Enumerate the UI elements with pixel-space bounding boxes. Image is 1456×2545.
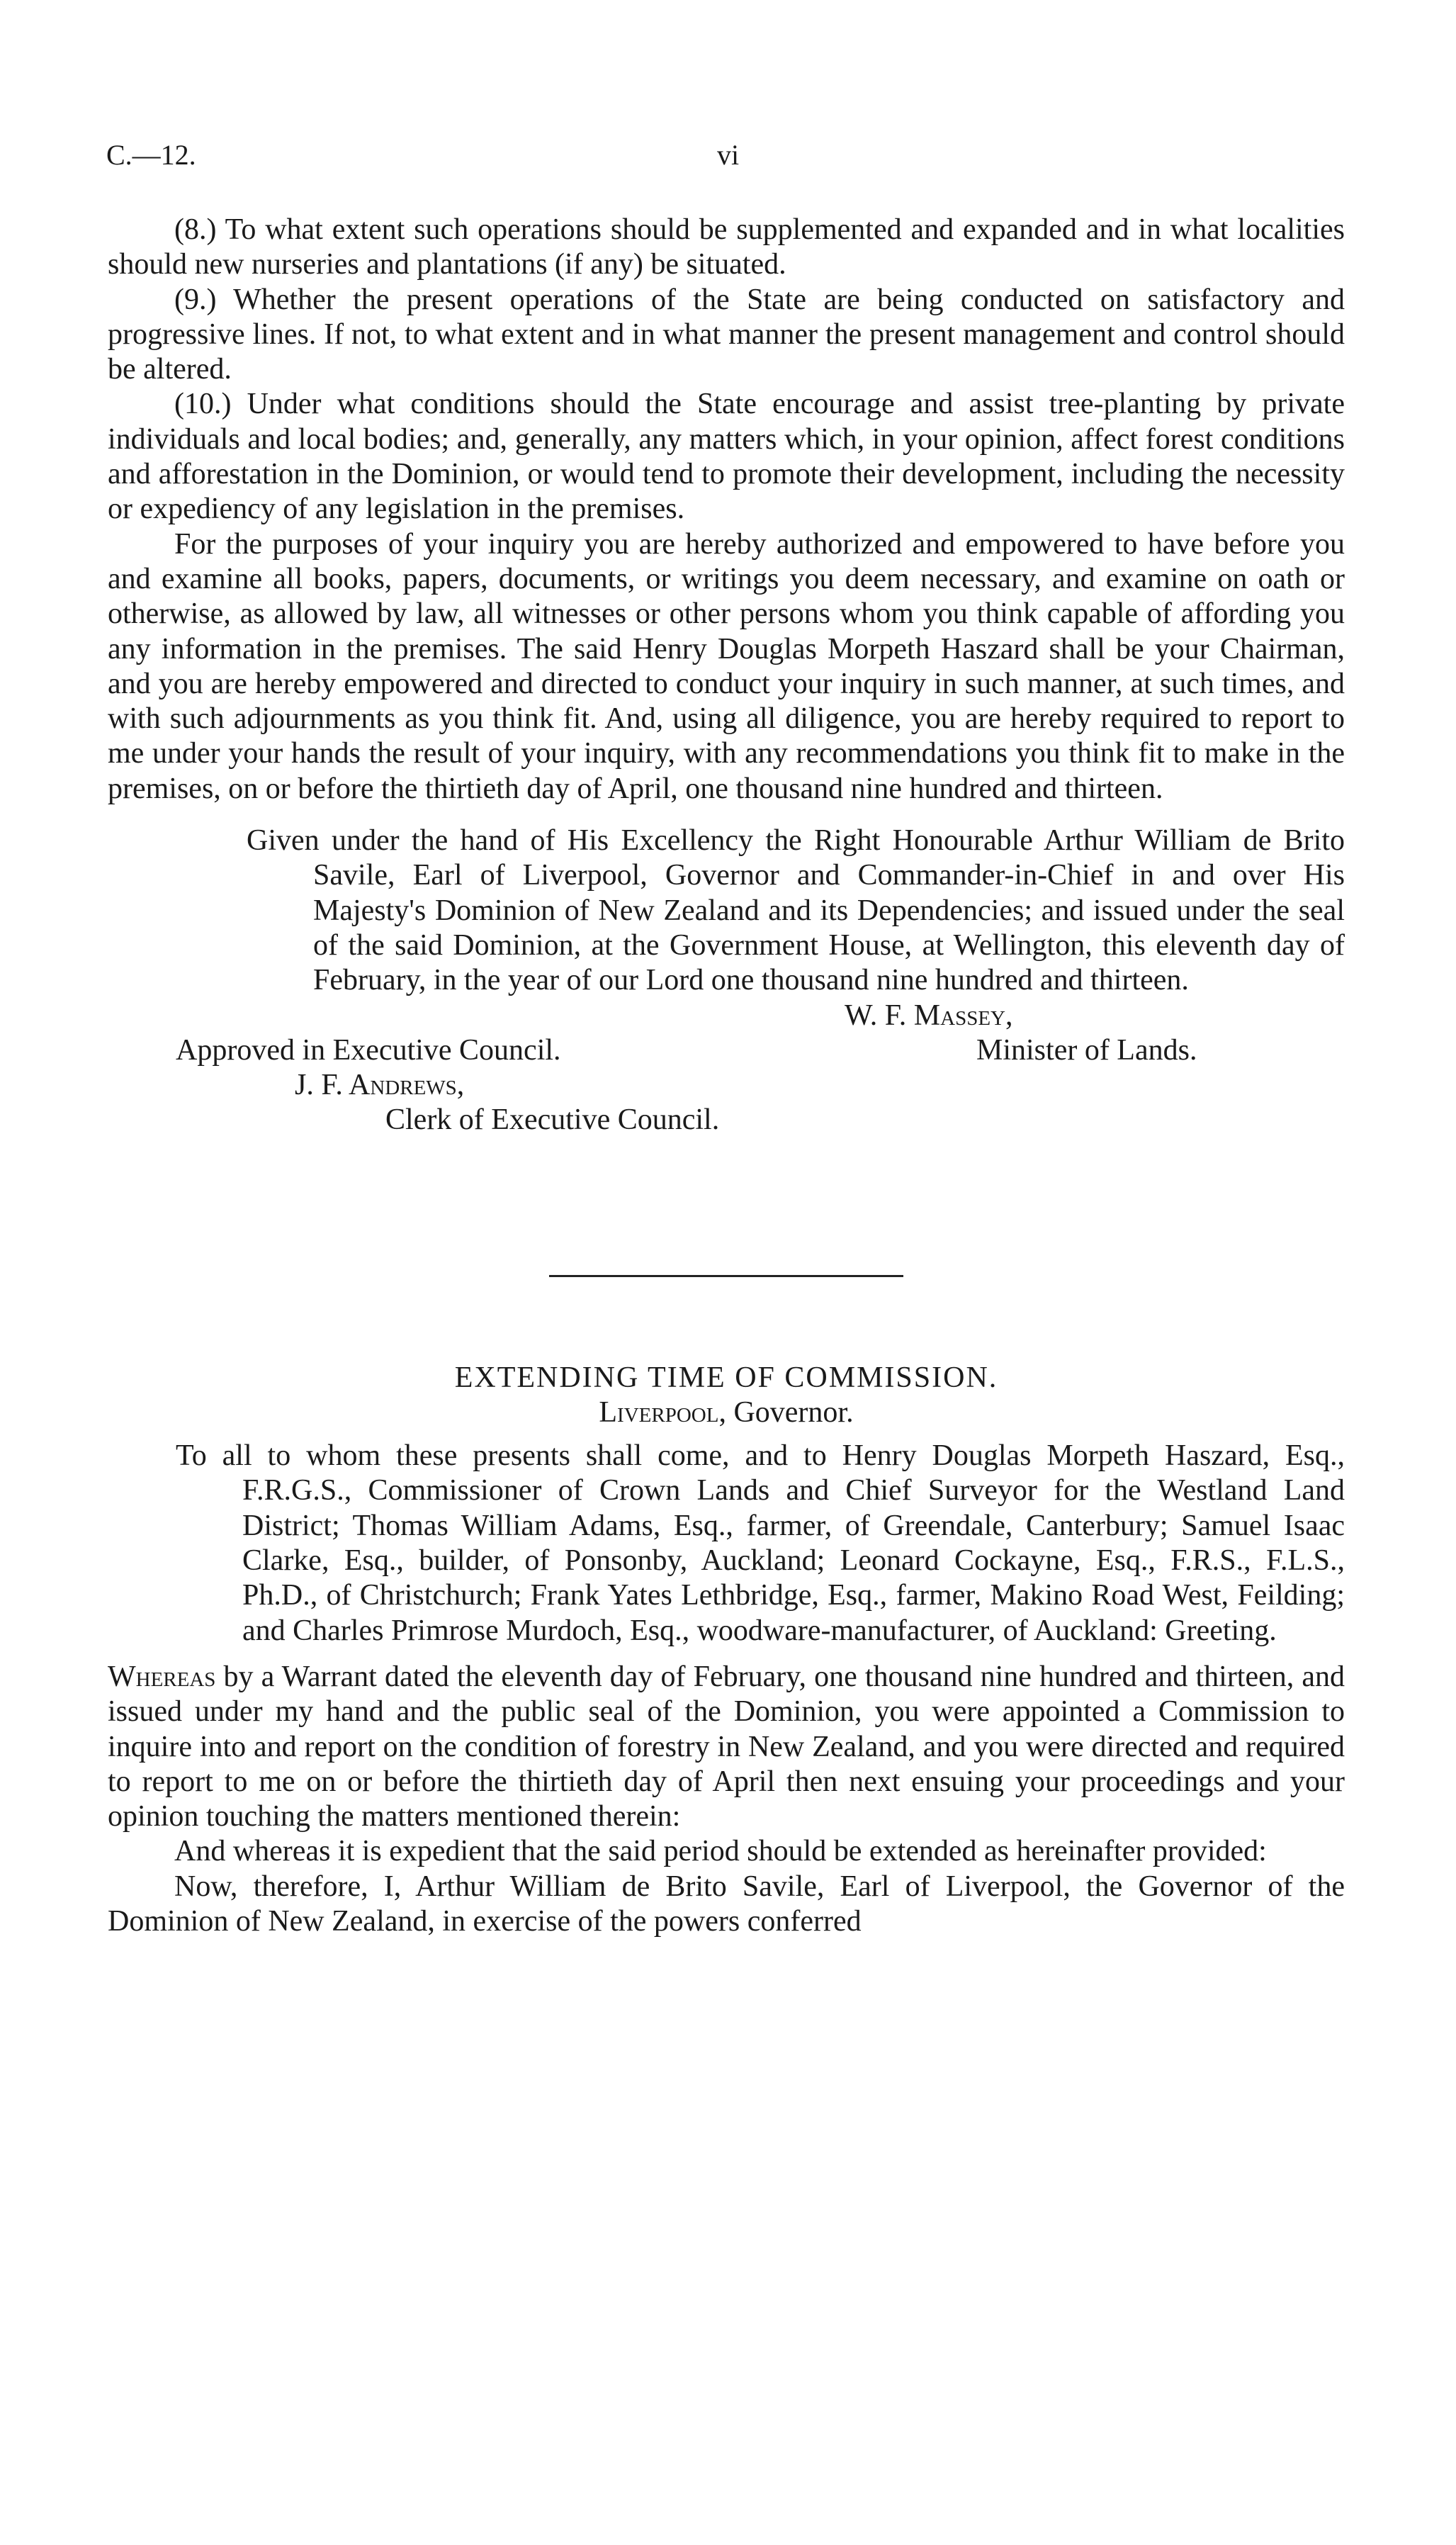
section-divider <box>549 1275 903 1277</box>
paragraph-8: (8.) To what extent such operations should be supplemented and expanded and in what localities should new nurseries and plantations (if any) be situated. <box>108 213 1345 281</box>
whereas-paragraph <box>108 1660 1345 1834</box>
whereas-text: by a Warrant dated the eleventh day of February, one thousand nine hundred and thirteen, and issued under my hand and the public seal of the Dominion, you were appointed a Commission to inquire into and report on the condition of forestry in New Zealand, and you were directed and required to report to me on or before the thirtieth day of April then next ensuing your proceedings and your opinion touching the matters mentioned therein: <box>108 1660 1345 1833</box>
given-under-hand: Given under the hand of His Excellency the Right Honourable Arthur William de Brito Savile, Earl of Liverpool, Governor and Commander-in-Chief in and over His Majesty's Dominion of New Zealand and its Dependencies; and issued under the seal of the said Dominion, at the Government House, at Wellington, this eleventh day of February, in the year of our Lord one thousand nine hundred and thirteen. <box>247 824 1345 997</box>
now-therefore-paragraph: Now, therefore, I, Arthur William de Brito Savile, Earl of Liverpool, the Governor of the Dominion of New Zealand, in exercise of the powers conferred <box>108 1870 1345 1938</box>
paragraph-10: (10.) Under what conditions should the State encourage and assist tree-planting by private individuals and local bodies; and, generally, any matters which, in your opinion, affect forest conditions and afforestation in the Dominion, or would tend to promote their development, including the necessity or expediency of any legislation in the premises. <box>108 388 1345 526</box>
approved-line: Approved in Executive Council. <box>176 1033 561 1067</box>
page-number: vi <box>716 139 740 171</box>
minister-name: W. F. Massey, <box>845 999 1013 1032</box>
clerk-title: Clerk of Executive Council. <box>385 1103 720 1136</box>
minister-title: Minister of Lands. <box>976 1033 1197 1067</box>
body-text <box>108 213 1345 1939</box>
governor-line <box>108 1395 1345 1430</box>
clerk-name: J. F. Andrews, <box>295 1068 465 1101</box>
document-reference: C.—12. <box>106 139 196 171</box>
and-whereas-paragraph: And whereas it is expedient that the said period should be extended as hereinafter provided: <box>174 1835 1267 1868</box>
address-paragraph: To all to whom these presents shall come, and to Henry Douglas Morpeth Haszard, Esq., F.R.G.S., Commissioner of Crown Lands and Chief Surveyor for the Westland Land District; Thomas William Adams, Esq., farmer, of Greendale, Canterbury; Samuel Isaac Clarke, Esq., builder, of Ponsonby, Auckland; Leonard Cockayne, Esq., F.R.S., F.L.S., Ph.D., of Christchurch; Frank Yates Lethbridge, Esq., farmer, Makino Road West, Feilding; and Charles Primrose Murdoch, Esq., woodware-manufacturer, of Auckland: Greeting. <box>176 1439 1345 1647</box>
signature-block <box>108 999 1345 1176</box>
whereas-lead: Whereas <box>108 1660 216 1693</box>
governor-name: Liverpool, <box>599 1395 726 1429</box>
extension-title: EXTENDING TIME OF COMMISSION. <box>454 1361 998 1394</box>
paragraph-9: (9.) Whether the present operations of the State are being conducted on satisfactory and progressive lines. If not, to what extent and in what manner the present management and control should be altered. <box>108 283 1345 386</box>
paragraph-purposes: For the purposes of your inquiry you are hereby authorized and empowered to have before you and examine all books, papers, documents, or writings you deem necessary, and examine on oath or otherwise, as allowed by law, all witnesses or other persons whom you think capable of affording you any information in the premises. The said Henry Douglas Morpeth Haszard shall be your Chairman, and you are hereby empowered and directed to conduct your inquiry in such manner, at such times, and with such adjournments as you think fit. And, using all diligence, you are hereby required to report to me under your hands the result of your inquiry, with any recommendations you think fit to make in the premises, on or before the thirtieth day of April, one thousand nine hundred and thirteen. <box>108 527 1345 805</box>
governor-title: Governor. <box>733 1395 854 1429</box>
